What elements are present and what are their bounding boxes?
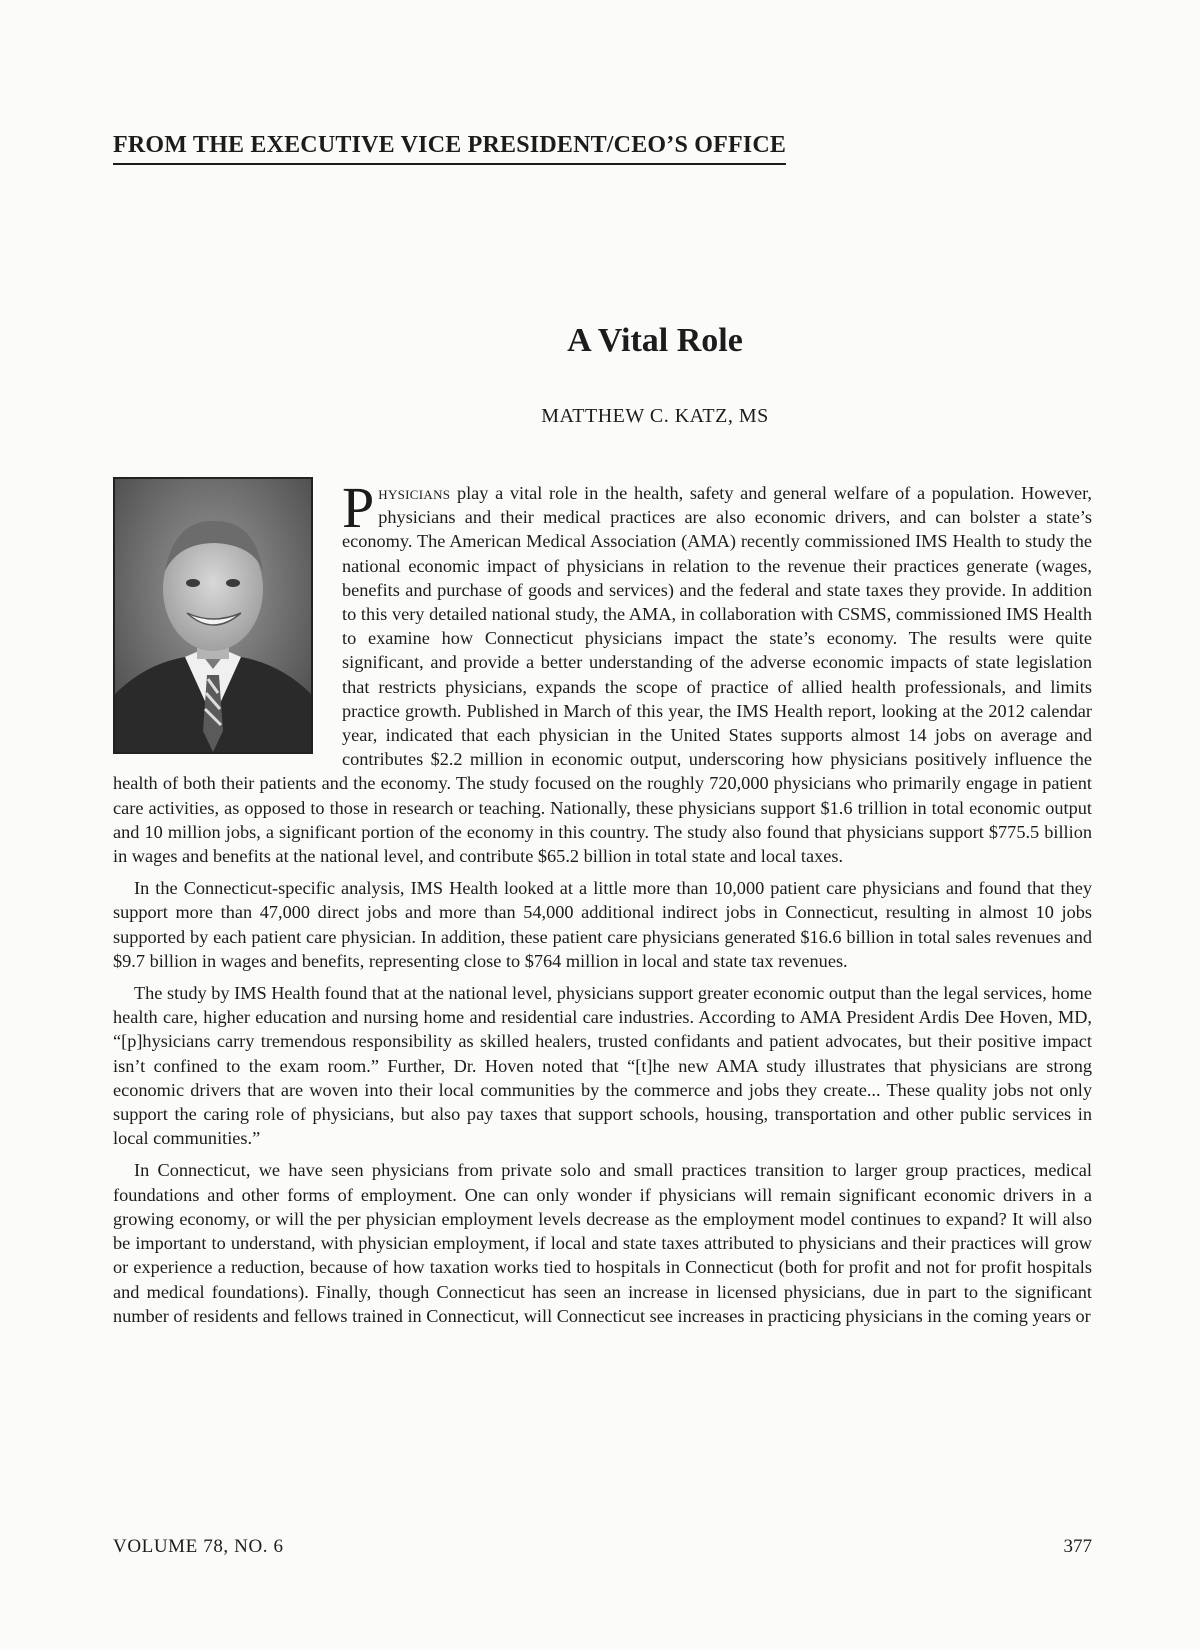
paragraph-4: In Connecticut, we have seen physicians from private solo and small practices transition to larger group practices, medical foundations and other forms of employment. One can only wonder if physicians will remain significant economic drivers in a growing economy, or will the per physician employment levels decrease as the employment model continues to expand? It will also be important to understand, with physician employment, if local and state taxes attributed to physicians and their practices will grow or experience a reduction, because of how taxation works tied to hospitals in Connecticut (both for profit and not for profit hospitals and medical foundations). Finally, though Connecticut has seen an increase in licensed physicians, due in part to the significant number of residents and fellows trained in Connecticut, will Connecticut see increases in practicing physicians in the coming years or bbox=[113, 1160, 1092, 1326]
paragraph-2: In the Connecticut-specific analysis, IMS Health looked at a little more than 10,000 patient care physicians and found that they support more than 47,000 direct jobs and more than 54,000 additional indirect jobs in Connecticut, resulting in almost 10 jobs supported by each patient care physician. In addition, these patient care physicians generated $16.6 billion in total sales revenues and $9.7 billion in wages and benefits, representing close to $764 million in local and state tax revenues. bbox=[113, 878, 1092, 971]
drop-cap: P bbox=[342, 475, 375, 540]
paragraph-3: The study by IMS Health found that at the national level, physicians support greater economic output than the legal services, home health care, higher education and nursing home and residential care industries. According to AMA President Ardis Dee Hoven, MD, “[p]hysicians carry tremendous responsibility as skilled healers, trusted confidants and patient advocates, but their positive impact isn’t confined to the exam room.” Further, Dr. Hoven noted that “[t]he new AMA study illustrates that physicians are strong economic drivers that are woven into their local communities by the commerce and jobs they create... These quality jobs not only support the caring role of physicians, but also pay taxes that support schools, housing, transportation and other public services in local communities.” bbox=[113, 983, 1092, 1149]
paragraph-1-text: play a vital role in the health, safety and general welfare of a population. However, physicians and their medical practices are also economic drivers, and can bolster a state’s economy. The American Medical Association (AMA) recently commissioned IMS Health to study the national economic impact of physicians in relation to the revenue their practices generate (wages, benefits and purchase of goods and services) and the federal and state taxes they provide. In addition to this very detailed national study, the AMA, in collaboration with CSMS, commissioned IMS Health to examine how Connecticut physicians impact the state’s economy. The results were quite significant, and provide a better understanding of the adverse economic impacts of state legislation that restricts physicians, expands the scope of practice of allied health professionals, and limits practice growth. Published in March of this year, the IMS Health report, looking at the 2012 calendar year, indicated that each physician in the United States supports almost 14 jobs on average and contributes $2.2 million in economic output, underscoring how physicians positively influence the health of both their patients and the economy. The study focused on the roughly 720,000 physicians who primarily engage in patient care activities, as opposed to those in research or teaching. Nationally, these physicians support $1.6 trillion in total economic output and 10 million jobs, a significant portion of the economy in this country. The study also found that physicians support $775.5 billion in wages and benefits at the national level, and contribute $65.2 billion in total state and local taxes. bbox=[113, 483, 1092, 867]
section-heading: FROM THE EXECUTIVE VICE PRESIDENT/CEO’S OFFICE bbox=[113, 130, 786, 165]
volume-info: VOLUME 78, NO. 6 bbox=[113, 1536, 284, 1557]
article-title: A Vital Role bbox=[567, 322, 743, 359]
article-body bbox=[113, 475, 1092, 1336]
article-author: MATTHEW C. KATZ, MS bbox=[541, 405, 769, 427]
photo-spacer bbox=[113, 481, 342, 771]
page-number: 377 bbox=[1063, 1536, 1092, 1557]
lead-word: hysicians bbox=[378, 483, 451, 503]
